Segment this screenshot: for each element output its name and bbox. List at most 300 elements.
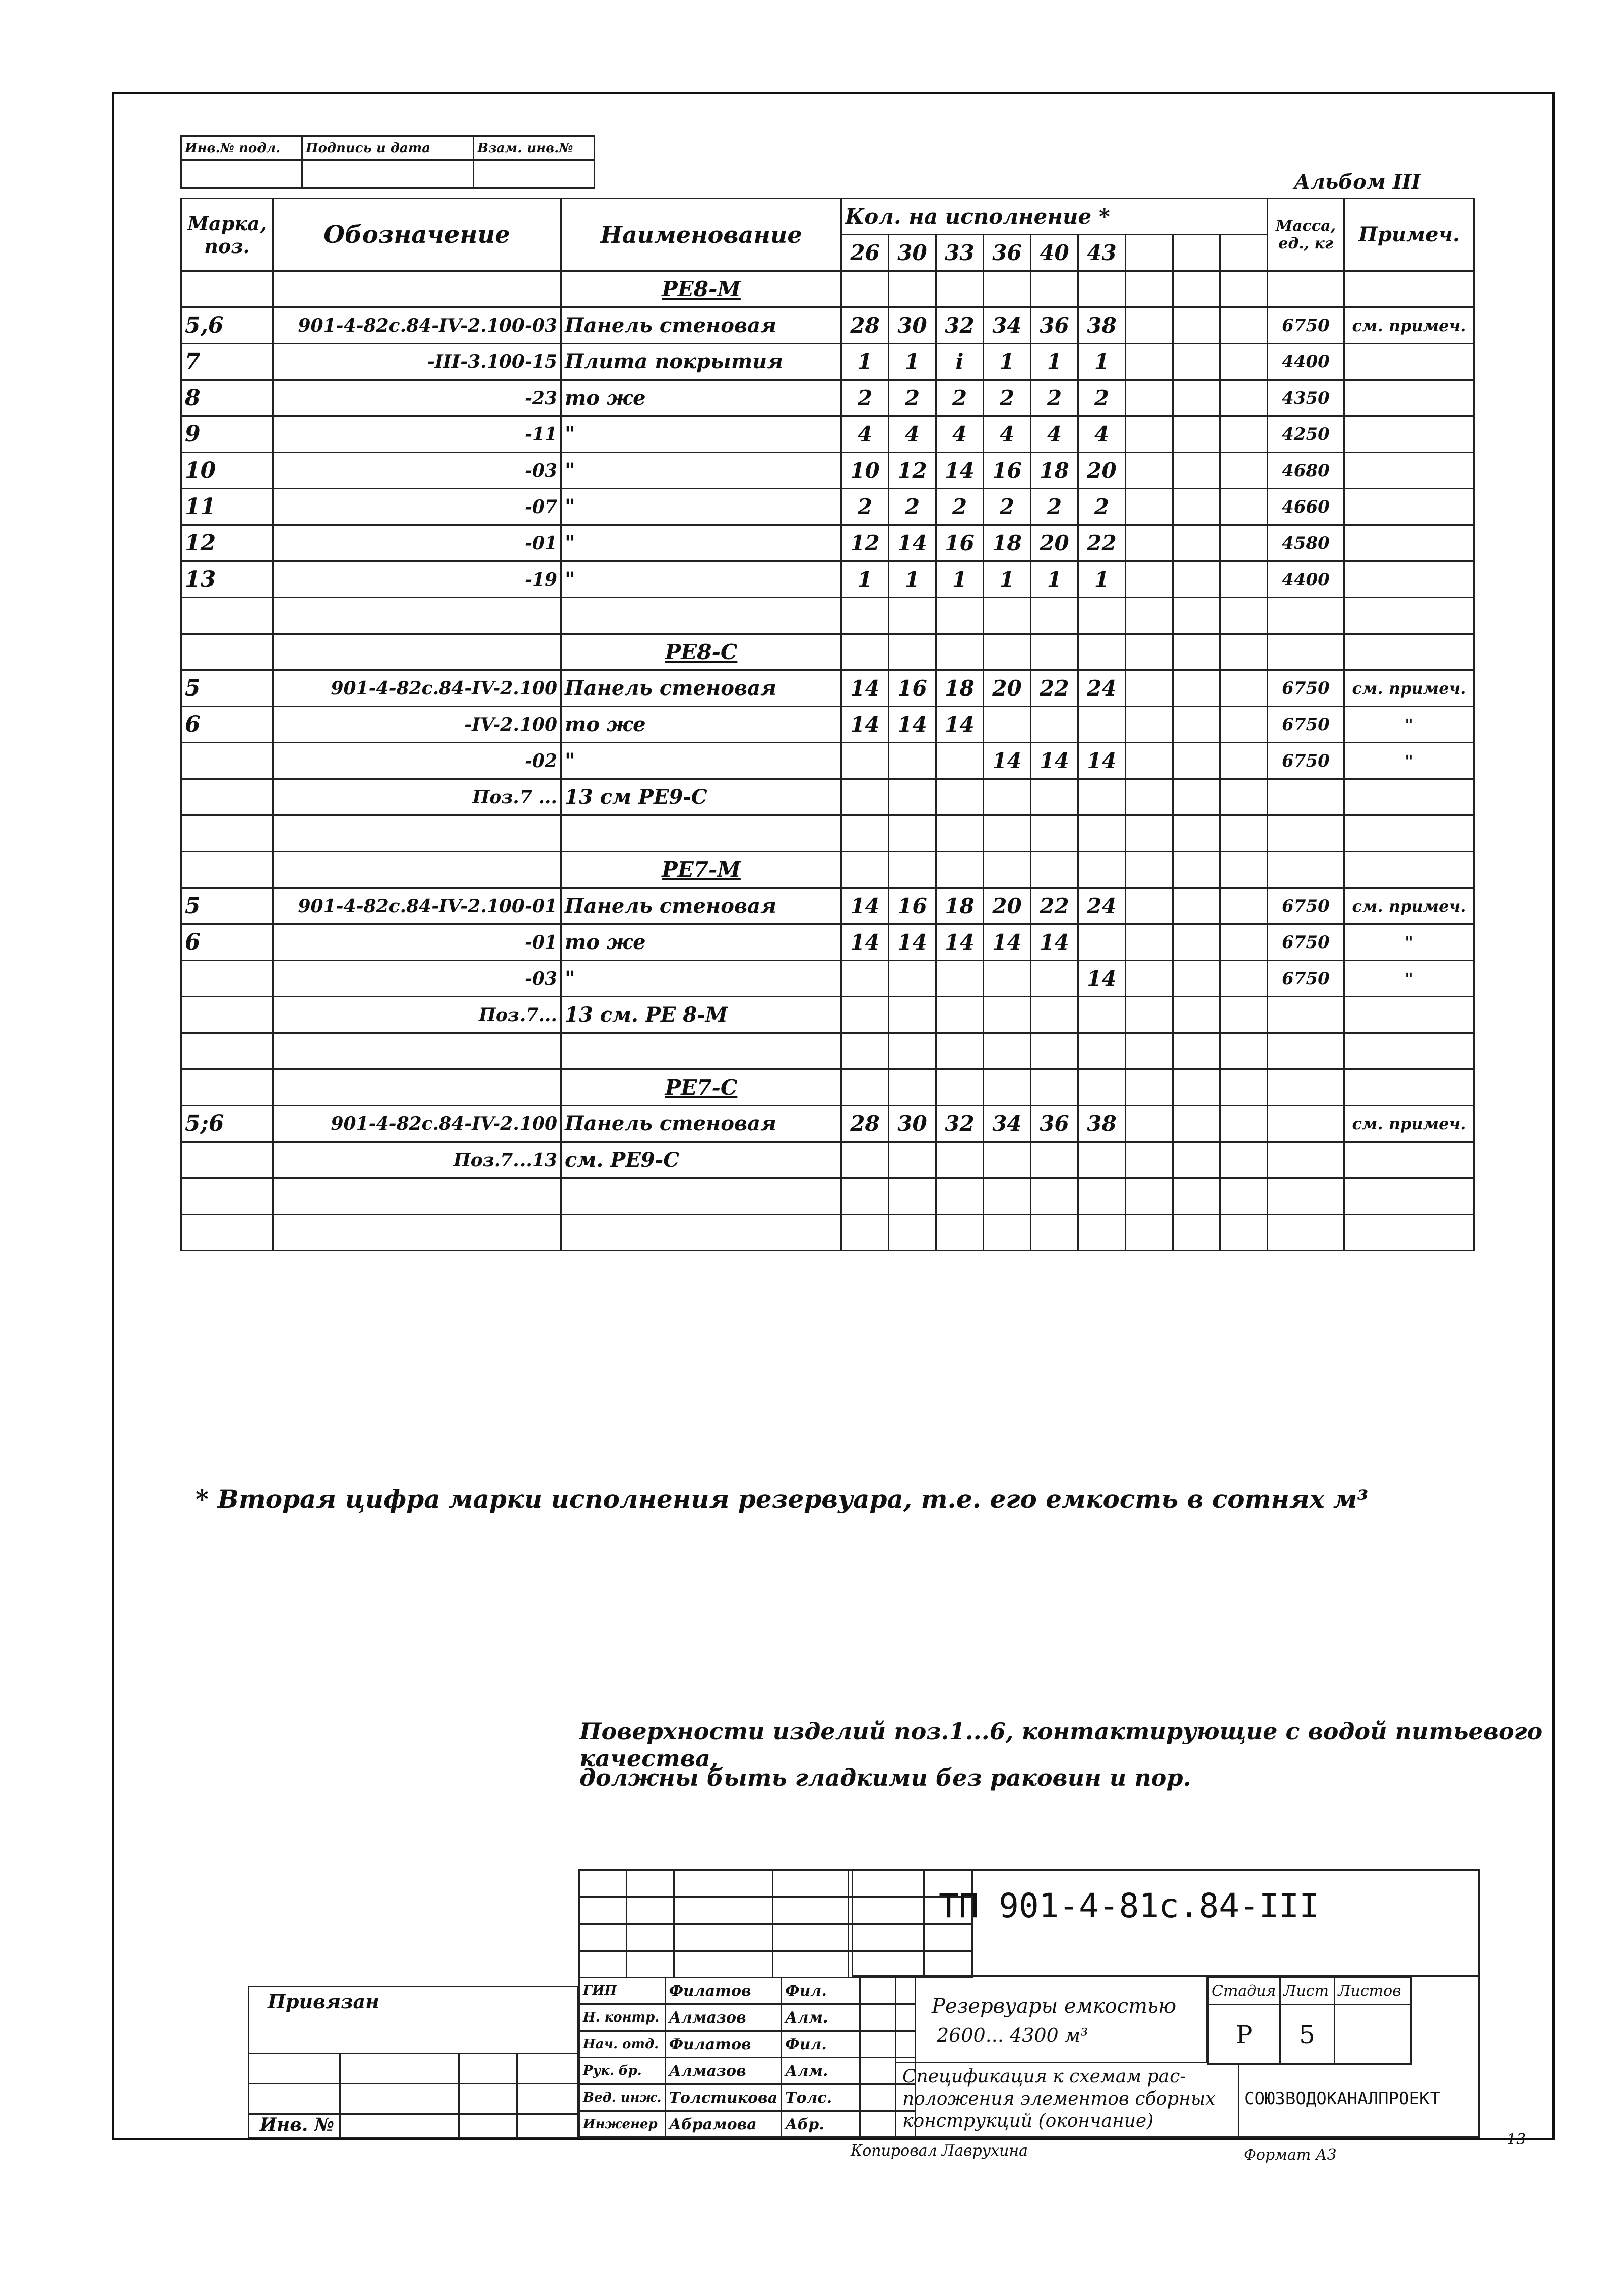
cell-qty — [984, 815, 1031, 852]
cell-qty — [889, 997, 936, 1033]
signer-signature: Алм. — [782, 2004, 860, 2031]
doc-title-cell — [895, 2063, 1238, 2138]
cell-note — [1344, 598, 1474, 634]
section-title: РЕ8-С — [561, 634, 841, 670]
cell-qty-empty — [1126, 525, 1173, 561]
cell-qty: 4 — [1078, 416, 1126, 453]
cell-qty-empty — [1126, 271, 1173, 307]
cell-qty: 32 — [936, 1106, 984, 1142]
cell-mass — [1268, 598, 1344, 634]
project-title-cell — [895, 1977, 1207, 2063]
cell-qty: 18 — [984, 525, 1031, 561]
cell-qty — [889, 1142, 936, 1178]
cell-qty-empty — [1126, 707, 1173, 743]
cell-note — [1344, 1069, 1474, 1106]
cell-note — [1344, 779, 1474, 815]
cell-qty: 16 — [984, 453, 1031, 489]
cell-qty-empty — [1173, 888, 1220, 924]
cell-qty: 14 — [936, 924, 984, 961]
cell-qty-empty — [1173, 1033, 1220, 1069]
surface-note-line2: должны быть гладкими без раковин и пор. — [579, 1764, 1191, 1791]
cell-qty-empty — [1173, 924, 1220, 961]
cell-note — [1344, 561, 1474, 598]
cell-designation — [273, 271, 561, 307]
cell-designation: -01 — [273, 924, 561, 961]
cell-note — [1344, 815, 1474, 852]
cell-note — [1344, 852, 1474, 888]
cell-designation: -01 — [273, 525, 561, 561]
cell-qty: 1 — [984, 344, 1031, 380]
cell-qty-empty — [1126, 380, 1173, 416]
cell-name: то же — [561, 380, 841, 416]
cell-qty: 20 — [1031, 525, 1078, 561]
table-row — [181, 1033, 1474, 1069]
cell-qty-empty — [1126, 670, 1173, 707]
signers-table — [578, 1977, 916, 2138]
cell-note — [1344, 380, 1474, 416]
signer-role: ГИП — [579, 1978, 666, 2004]
cell-qty: 14 — [936, 707, 984, 743]
org-cell — [1238, 2063, 1480, 2138]
cell-qty: 14 — [936, 453, 984, 489]
cell-name: Панель стеновая — [561, 307, 841, 344]
cell-name: " — [561, 416, 841, 453]
cell-qty — [889, 1178, 936, 1215]
cell-qty — [1078, 997, 1126, 1033]
cell-qty-empty — [1173, 561, 1220, 598]
table-row — [181, 888, 1474, 924]
code-cell — [852, 1869, 1480, 1977]
section-title: РЕ7-М — [561, 852, 841, 888]
cell-qty: 22 — [1078, 525, 1126, 561]
cell-mark: 7 — [181, 344, 273, 380]
cell-mass — [1268, 634, 1344, 670]
qty-col-header: 36 — [984, 235, 1031, 271]
cell-mark — [181, 271, 273, 307]
cell-note — [1344, 489, 1474, 525]
cell-qty — [841, 1215, 889, 1251]
cell-qty: 16 — [889, 670, 936, 707]
cell-qty-empty — [1220, 271, 1268, 307]
cell-qty-empty — [1173, 852, 1220, 888]
cell-mass: 6750 — [1268, 961, 1344, 997]
cell-note: " — [1344, 707, 1474, 743]
cell-designation: -III-3.100-15 — [273, 344, 561, 380]
cell-name: то же — [561, 707, 841, 743]
cell-note: см. примеч. — [1344, 888, 1474, 924]
cell-designation: Поз.7 ... — [273, 779, 561, 815]
cell-qty-empty — [1220, 380, 1268, 416]
cell-qty: 4 — [936, 416, 984, 453]
cell-designation: -02 — [273, 743, 561, 779]
cell-mass: 4250 — [1268, 416, 1344, 453]
cell-note — [1344, 1215, 1474, 1251]
footnote: * Вторая цифра марки исполнения резервуара, т.е. его емкость в сотнях м³ — [196, 1484, 1369, 1514]
cell-qty-empty — [1173, 598, 1220, 634]
cell-qty — [936, 1142, 984, 1178]
cell-qty — [1031, 852, 1078, 888]
cell-qty — [889, 1215, 936, 1251]
signer-name: Алмазов — [665, 2004, 782, 2031]
cell-qty-empty — [1173, 489, 1220, 525]
cell-mark — [181, 852, 273, 888]
table-row — [181, 489, 1474, 525]
cell-qty: 14 — [1078, 961, 1126, 997]
cell-mark: 5,6 — [181, 307, 273, 344]
doc-title-line2: положения элементов сборных — [902, 2089, 1216, 2109]
cell-qty-empty — [1126, 598, 1173, 634]
cell-qty-empty — [1173, 779, 1220, 815]
cell-qty — [841, 598, 889, 634]
cell-designation: -11 — [273, 416, 561, 453]
cell-qty: 28 — [841, 1106, 889, 1142]
signer-row — [579, 2004, 916, 2031]
cell-qty — [1031, 779, 1078, 815]
cell-qty — [1031, 1215, 1078, 1251]
header-mark: Марка, поз. — [181, 199, 273, 271]
cell-qty — [1078, 1142, 1126, 1178]
cell-mark: 10 — [181, 453, 273, 489]
cell-qty: 2 — [1078, 489, 1126, 525]
cell-mass — [1268, 1069, 1344, 1106]
cell-qty-empty — [1126, 961, 1173, 997]
cell-mass: 4660 — [1268, 489, 1344, 525]
qty-col-header — [1126, 235, 1173, 271]
cell-qty — [936, 961, 984, 997]
signer-signature: Абр. — [782, 2111, 860, 2138]
cell-qty: 16 — [889, 888, 936, 924]
cell-mass: 6750 — [1268, 307, 1344, 344]
cell-qty-empty — [1220, 525, 1268, 561]
cell-qty: 2 — [936, 380, 984, 416]
signer-row — [579, 2031, 916, 2058]
section-row — [181, 271, 1474, 307]
cell-qty — [936, 779, 984, 815]
stage-label: Стадия — [1208, 1978, 1280, 2005]
cell-qty-empty — [1126, 852, 1173, 888]
cell-qty-empty — [1220, 1033, 1268, 1069]
cell-qty: 2 — [1031, 489, 1078, 525]
signer-role: Нач. отд. — [579, 2031, 666, 2058]
cell-mass — [1268, 1178, 1344, 1215]
cell-qty — [841, 779, 889, 815]
cell-mass — [1268, 1033, 1344, 1069]
cell-qty: 20 — [1078, 453, 1126, 489]
cell-qty-empty — [1173, 707, 1220, 743]
cell-mass: 6750 — [1268, 888, 1344, 924]
cell-qty: 38 — [1078, 307, 1126, 344]
qty-col-header: 33 — [936, 235, 984, 271]
signer-name: Толстикова — [665, 2084, 782, 2111]
cell-qty-empty — [1173, 670, 1220, 707]
cell-qty-empty — [1126, 743, 1173, 779]
cell-qty — [841, 815, 889, 852]
signer-name: Алмазов — [665, 2058, 782, 2084]
cell-designation: -03 — [273, 961, 561, 997]
table-row — [181, 1178, 1474, 1215]
cell-name: " — [561, 525, 841, 561]
signer-row — [579, 2111, 916, 2138]
cell-qty: 14 — [841, 924, 889, 961]
cell-mark — [181, 997, 273, 1033]
privyazan-label: Привязан — [268, 1990, 379, 2013]
cell-designation: -03 — [273, 453, 561, 489]
surface-note-line1: Поверхности изделий поз.1...6, контактирующие с водой питьевого качества, — [579, 1718, 1543, 1772]
cell-qty — [984, 1033, 1031, 1069]
table-row — [181, 670, 1474, 707]
cell-mass — [1268, 852, 1344, 888]
cell-qty: 32 — [936, 307, 984, 344]
cell-mass: 6750 — [1268, 743, 1344, 779]
cell-qty — [889, 271, 936, 307]
cell-name — [561, 1215, 841, 1251]
cell-designation — [273, 598, 561, 634]
table-row — [181, 997, 1474, 1033]
sheet-label: Лист — [1280, 1978, 1334, 2005]
cell-qty: 1 — [889, 561, 936, 598]
cell-mass — [1268, 1142, 1344, 1178]
cell-qty-empty — [1220, 598, 1268, 634]
cell-name: 13 см. РЕ 8-М — [561, 997, 841, 1033]
cell-qty — [1078, 779, 1126, 815]
cell-qty: 30 — [889, 307, 936, 344]
signer-name: Филатов — [665, 2031, 782, 2058]
table-row — [181, 344, 1474, 380]
cell-qty-empty — [1173, 743, 1220, 779]
cell-designation: -23 — [273, 380, 561, 416]
cell-qty-empty — [1173, 525, 1220, 561]
signer-signature: Фил. — [782, 1978, 860, 2004]
cell-designation: Поз.7... — [273, 997, 561, 1033]
cell-qty: 34 — [984, 307, 1031, 344]
inv-podl-label: Инв.№ подл. — [181, 136, 302, 160]
cell-qty-empty — [1126, 1033, 1173, 1069]
cell-qty — [1031, 1178, 1078, 1215]
section-title: РЕ8-М — [561, 271, 841, 307]
cell-qty: 20 — [984, 888, 1031, 924]
cell-qty-empty — [1126, 307, 1173, 344]
cell-qty-empty — [1126, 561, 1173, 598]
cell-mark — [181, 815, 273, 852]
table-row — [181, 380, 1474, 416]
cell-designation: 901-4-82с.84-IV-2.100 — [273, 670, 561, 707]
cell-qty — [984, 779, 1031, 815]
cell-qty-empty — [1126, 779, 1173, 815]
cell-note — [1344, 271, 1474, 307]
cell-mark — [181, 1142, 273, 1178]
cell-qty: 2 — [1031, 380, 1078, 416]
cell-qty: 14 — [1078, 743, 1126, 779]
cell-qty — [1078, 598, 1126, 634]
cell-qty: 1 — [841, 561, 889, 598]
cell-note: " — [1344, 743, 1474, 779]
cell-qty — [841, 271, 889, 307]
section-title: РЕ7-С — [561, 1069, 841, 1106]
section-row — [181, 1069, 1474, 1106]
signer-role: Инженер — [579, 2111, 666, 2138]
cell-qty-empty — [1173, 271, 1220, 307]
cell-mark — [181, 961, 273, 997]
cell-note: см. примеч. — [1344, 1106, 1474, 1142]
cell-qty-empty — [1220, 561, 1268, 598]
cell-qty — [984, 961, 1031, 997]
signer-row — [579, 1978, 916, 2004]
cell-designation: -07 — [273, 489, 561, 525]
document-code: ТП 901-4-81с.84-III — [939, 1886, 1319, 1925]
signer-signature: Толс. — [782, 2084, 860, 2111]
cell-qty — [841, 997, 889, 1033]
cell-qty — [1031, 1069, 1078, 1106]
cell-mass: 6750 — [1268, 707, 1344, 743]
cell-qty — [841, 1069, 889, 1106]
cell-qty: 14 — [984, 743, 1031, 779]
cell-qty — [889, 598, 936, 634]
cell-name: то же — [561, 924, 841, 961]
cell-qty-empty — [1220, 344, 1268, 380]
specification-table — [180, 198, 1475, 1251]
cell-qty-empty — [1126, 453, 1173, 489]
cell-mass — [1268, 815, 1344, 852]
qty-col-header: 30 — [889, 235, 936, 271]
cell-designation: 901-4-82с.84-IV-2.100 — [273, 1106, 561, 1142]
cell-qty-empty — [1126, 416, 1173, 453]
cell-qty: 22 — [1031, 670, 1078, 707]
cell-mark — [181, 1215, 273, 1251]
cell-note — [1344, 453, 1474, 489]
cell-qty: 14 — [841, 670, 889, 707]
cell-qty — [841, 852, 889, 888]
cell-qty — [984, 997, 1031, 1033]
cell-name: Панель стеновая — [561, 888, 841, 924]
cell-note — [1344, 997, 1474, 1033]
cell-qty-empty — [1173, 416, 1220, 453]
cell-qty — [841, 961, 889, 997]
cell-qty-empty — [1220, 1215, 1268, 1251]
section-row — [181, 634, 1474, 670]
cell-qty: 1 — [1031, 561, 1078, 598]
cell-name: Панель стеновая — [561, 1106, 841, 1142]
cell-mark: 12 — [181, 525, 273, 561]
cell-note — [1344, 525, 1474, 561]
cell-note: см. примеч. — [1344, 670, 1474, 707]
cell-qty-empty — [1173, 453, 1220, 489]
organization: СОЮЗВОДОКАНАЛПРОЕКТ — [1244, 2089, 1440, 2109]
cell-qty: 16 — [936, 525, 984, 561]
cell-designation — [273, 634, 561, 670]
table-row — [181, 961, 1474, 997]
cell-qty — [841, 1033, 889, 1069]
cell-note — [1344, 416, 1474, 453]
cell-qty-empty — [1126, 1142, 1173, 1178]
format-label: Формат А3 — [1244, 2146, 1337, 2164]
cell-qty-empty — [1173, 307, 1220, 344]
cell-qty-empty — [1220, 779, 1268, 815]
inv-no-label: Инв. № — [259, 2114, 335, 2135]
cell-qty-empty — [1173, 1142, 1220, 1178]
cell-qty — [1078, 1178, 1126, 1215]
cell-qty — [841, 634, 889, 670]
cell-qty-empty — [1173, 344, 1220, 380]
signer-row — [579, 2058, 916, 2084]
cell-qty: 2 — [889, 489, 936, 525]
signer-signature: Алм. — [782, 2058, 860, 2084]
cell-name: Плита покрытия — [561, 344, 841, 380]
cell-mass: 6750 — [1268, 670, 1344, 707]
cell-qty: 2 — [1078, 380, 1126, 416]
cell-qty: 2 — [841, 380, 889, 416]
cell-name: " — [561, 489, 841, 525]
cell-mark — [181, 598, 273, 634]
cell-qty — [984, 598, 1031, 634]
cell-qty — [1031, 815, 1078, 852]
cell-qty — [1078, 1215, 1126, 1251]
cell-qty — [936, 852, 984, 888]
cell-qty-empty — [1220, 1069, 1268, 1106]
cell-mass: 4580 — [1268, 525, 1344, 561]
cell-mass: 4400 — [1268, 561, 1344, 598]
table-row — [181, 779, 1474, 815]
cell-qty — [984, 271, 1031, 307]
cell-qty — [1078, 707, 1126, 743]
table-row — [181, 561, 1474, 598]
cell-qty-empty — [1126, 924, 1173, 961]
qty-col-header: 43 — [1078, 235, 1126, 271]
doc-title-line1: Спецификация к схемам рас- — [902, 2066, 1186, 2087]
signer-role: Н. контр. — [579, 2004, 666, 2031]
cell-qty: 2 — [984, 380, 1031, 416]
cell-qty — [841, 1142, 889, 1178]
cell-mass: 4350 — [1268, 380, 1344, 416]
cell-qty-empty — [1220, 416, 1268, 453]
cell-qty — [1078, 852, 1126, 888]
cell-qty-empty — [1126, 1106, 1173, 1142]
cell-qty — [984, 1178, 1031, 1215]
cell-qty: 22 — [1031, 888, 1078, 924]
cell-qty: 28 — [841, 307, 889, 344]
cell-mark: 6 — [181, 924, 273, 961]
cell-mark: 9 — [181, 416, 273, 453]
cell-qty: 14 — [841, 888, 889, 924]
cell-name — [561, 598, 841, 634]
cell-name — [561, 1033, 841, 1069]
album-label: Альбом III — [1294, 170, 1421, 194]
cell-qty: 1 — [1078, 344, 1126, 380]
doc-title-line3: конструкций (окончание) — [902, 2111, 1154, 2131]
cell-qty: 4 — [984, 416, 1031, 453]
cell-qty: 20 — [984, 670, 1031, 707]
cell-qty-empty — [1126, 1215, 1173, 1251]
cell-qty-empty — [1126, 634, 1173, 670]
cell-qty: 24 — [1078, 670, 1126, 707]
cell-qty — [841, 1178, 889, 1215]
cell-qty-empty — [1126, 1069, 1173, 1106]
cell-note — [1344, 1142, 1474, 1178]
cell-qty: 14 — [984, 924, 1031, 961]
cell-qty — [1031, 961, 1078, 997]
cell-qty-empty — [1220, 1178, 1268, 1215]
cell-qty: 2 — [984, 489, 1031, 525]
cell-qty-empty — [1126, 1178, 1173, 1215]
cell-qty-empty — [1220, 743, 1268, 779]
cell-qty-empty — [1173, 997, 1220, 1033]
cell-qty — [889, 1069, 936, 1106]
cell-qty — [889, 961, 936, 997]
cell-qty — [1031, 707, 1078, 743]
qty-col-header: 40 — [1031, 235, 1078, 271]
cell-qty — [936, 815, 984, 852]
cell-qty — [1078, 1033, 1126, 1069]
cell-name — [561, 1178, 841, 1215]
